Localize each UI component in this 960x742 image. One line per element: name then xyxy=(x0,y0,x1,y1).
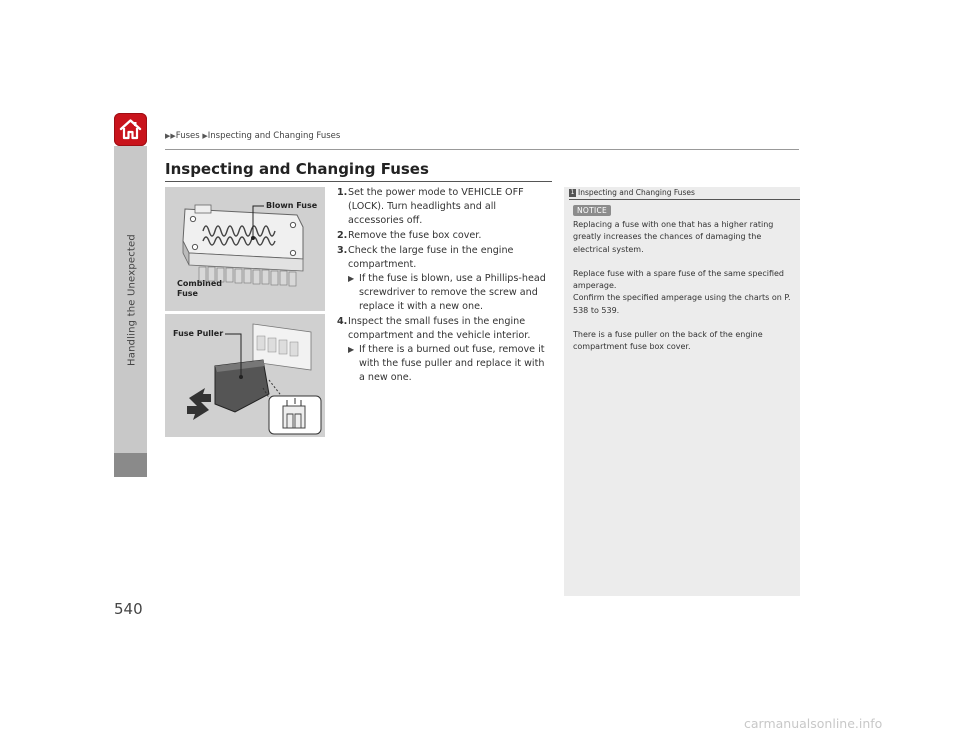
step-number: 2. xyxy=(337,230,348,241)
notice-badge: NOTICE xyxy=(573,205,611,216)
breadcrumb-item-fuses[interactable]: Fuses xyxy=(175,131,200,141)
instruction-steps xyxy=(337,186,549,386)
page-number: 540 xyxy=(114,600,143,618)
fuse-puller-label: Fuse Puller xyxy=(173,329,224,338)
step-2 xyxy=(337,229,549,243)
breadcrumb-item-current: Inspecting and Changing Fuses xyxy=(207,131,341,141)
fuse-puller-illustration xyxy=(165,314,325,437)
step-1 xyxy=(337,186,549,228)
note-body xyxy=(573,219,793,366)
substep-text: If the fuse is blown, use a Phillips-head screwdriver to remove the screw and replace it with a new one. xyxy=(359,273,546,312)
step-number: 4. xyxy=(337,316,348,327)
step-3 xyxy=(337,244,549,314)
substep-arrow-icon: ▶ xyxy=(348,345,355,354)
substep-arrow-icon: ▶ xyxy=(348,274,355,283)
blown-fuse-label: Blown Fuse xyxy=(266,201,318,210)
step-text: Remove the fuse box cover. xyxy=(348,230,482,241)
note-divider xyxy=(569,199,800,200)
substep-text: If there is a burned out fuse, remove it with the fuse puller and replace it with a new one. xyxy=(359,344,545,383)
note-paragraph: Replace fuse with a spare fuse of the same specified amperage. Confirm the specified amperage using the charts on P. 538 to 539. xyxy=(573,268,791,315)
step-text: Inspect the small fuses in the engine compartment and the vehicle interior. xyxy=(348,316,531,341)
note-paragraph: There is a fuse puller on the back of the engine compartment fuse box cover. xyxy=(573,330,763,352)
step-4-substep xyxy=(348,343,549,385)
breadcrumb-arrow-icon: ▶▶ xyxy=(165,132,176,140)
home-icon xyxy=(118,117,143,142)
section-tab-label: Handling the Unexpected xyxy=(126,234,138,366)
step-4 xyxy=(337,315,549,385)
breadcrumb xyxy=(165,131,340,141)
combined-fuse-label: Combined Fuse xyxy=(177,279,223,298)
step-3-substep xyxy=(348,272,549,314)
note-ref-marker: 1 xyxy=(570,189,575,196)
note-heading-text: Inspecting and Changing Fuses xyxy=(578,188,695,197)
step-number: 1. xyxy=(337,187,348,198)
header-divider xyxy=(165,149,799,150)
breadcrumb-arrow-icon: ▶ xyxy=(202,132,208,140)
note-paragraph: Replacing a fuse with one that has a higher rating greatly increases the chances of damaging the electrical system. xyxy=(573,220,774,254)
fuse-box-illustration xyxy=(165,187,325,311)
step-text: Check the large fuse in the engine compartment. xyxy=(348,245,514,270)
home-button[interactable] xyxy=(114,113,147,146)
page-title: Inspecting and Changing Fuses xyxy=(165,160,429,178)
watermark: carmanualsonline.info xyxy=(744,716,883,731)
step-text: Set the power mode to VEHICLE OFF (LOCK). Turn headlights and all accessories off. xyxy=(348,187,524,226)
section-side-tab-marker xyxy=(114,453,147,477)
title-divider xyxy=(165,181,552,182)
step-number: 3. xyxy=(337,245,348,256)
note-heading xyxy=(569,188,695,197)
